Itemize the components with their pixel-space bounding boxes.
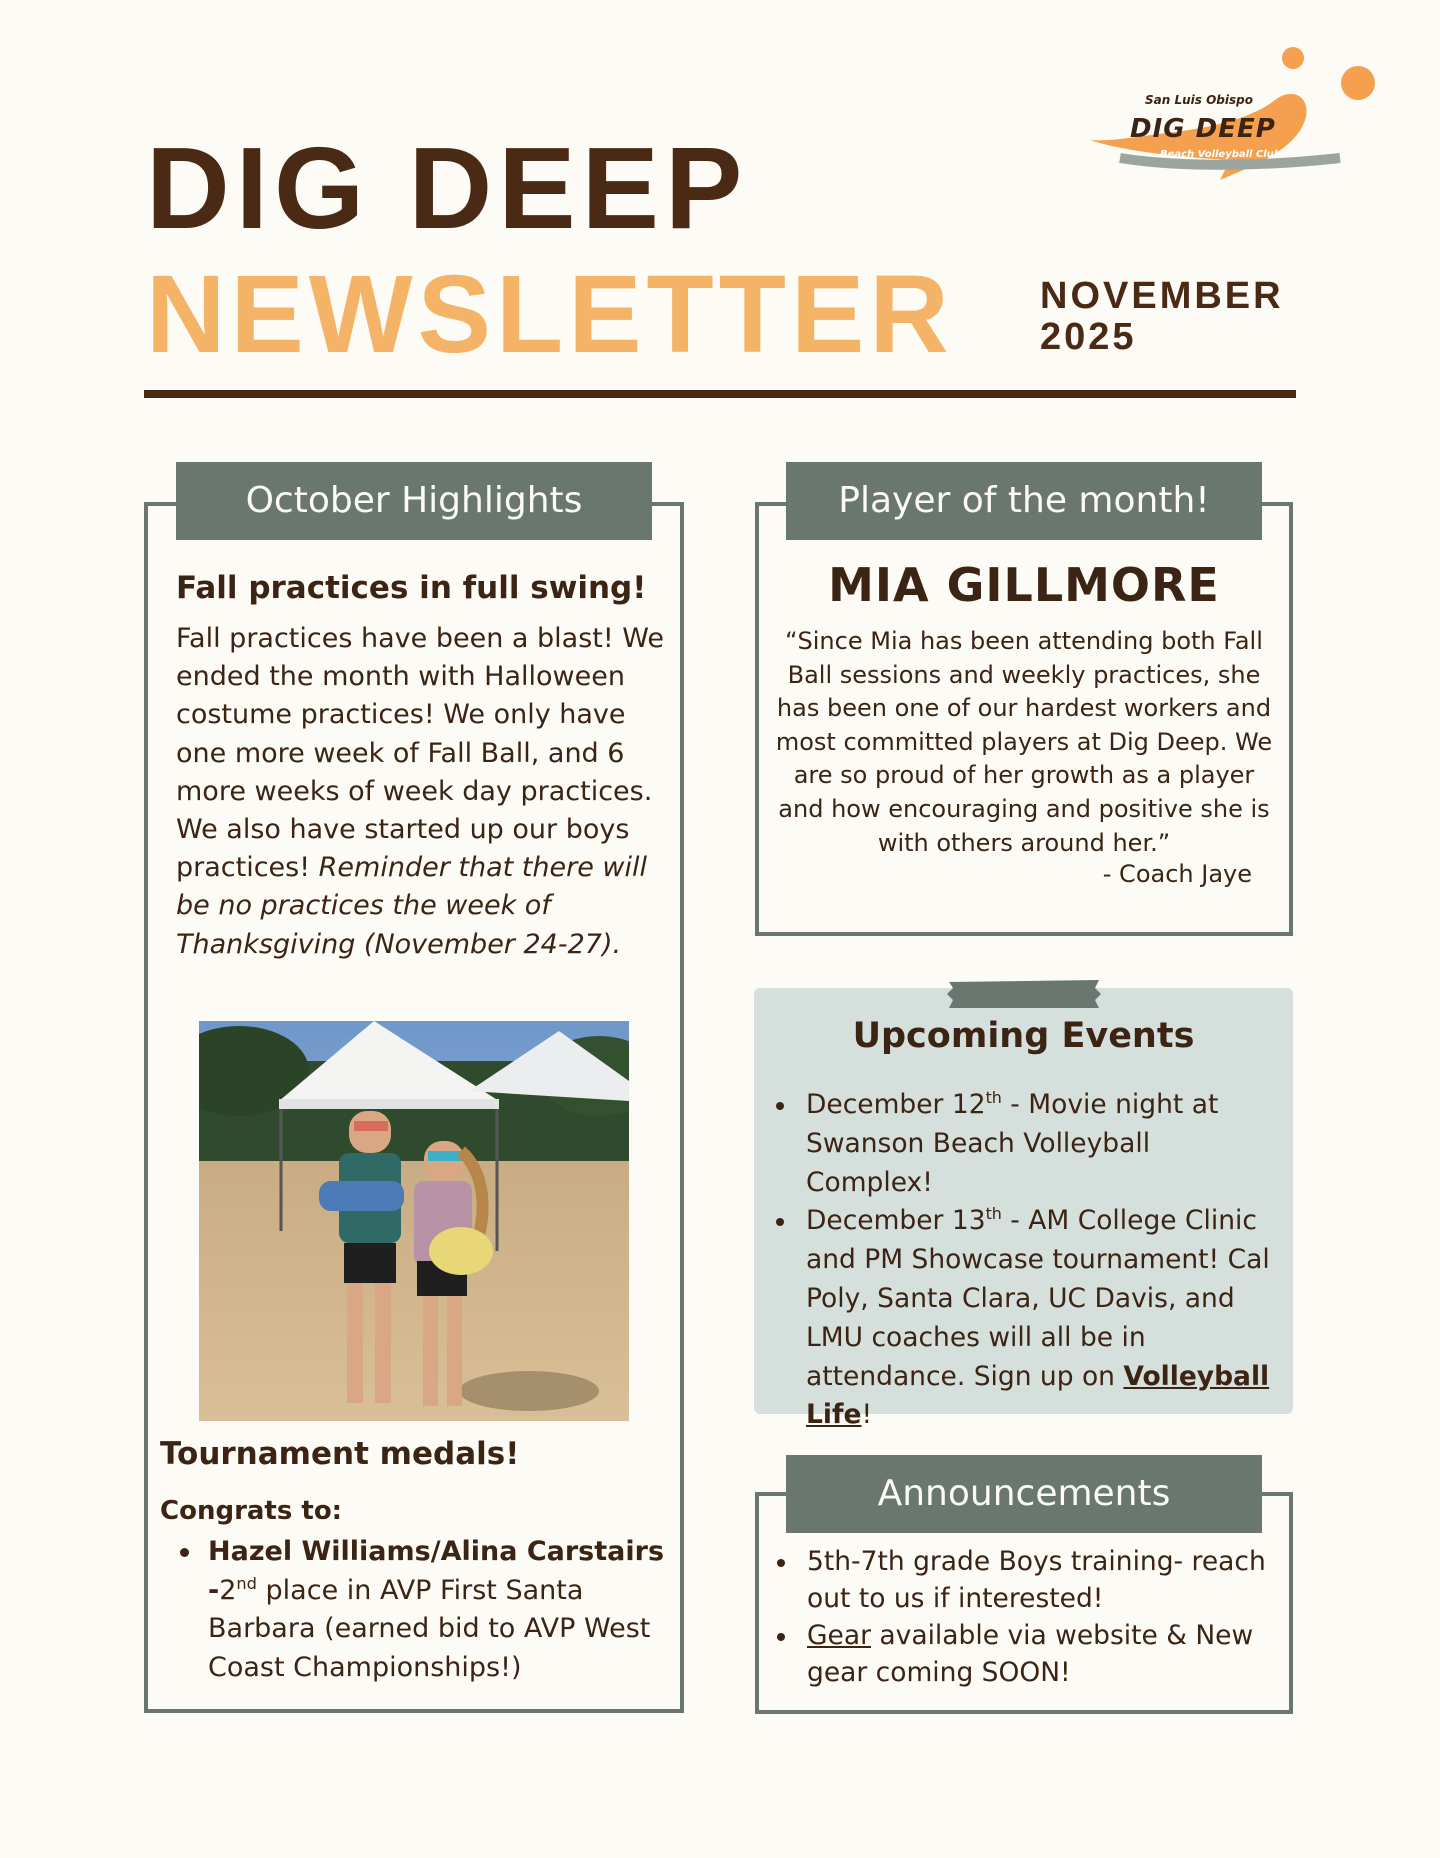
quote-author: - Coach Jaye <box>1102 860 1252 888</box>
player-name: MIA GILLMORE <box>828 558 1220 612</box>
logo-dot-small <box>1282 47 1304 69</box>
medal-item <box>176 1533 676 1687</box>
logo-dot-large <box>1341 66 1375 100</box>
announcements-list <box>771 1543 1281 1691</box>
medal-place-suffix: nd <box>236 1573 257 1593</box>
event-date: December 12 <box>806 1089 986 1120</box>
tournament-photo <box>199 1021 629 1421</box>
event-description: - Movie night at Swanson Beach Volleyball Complex! <box>806 1089 1219 1198</box>
medal-description: place in AVP First Santa Barbara (earned bid to AVP West Coast Championships!) <box>208 1574 651 1683</box>
october-highlights-tab: October Highlights <box>176 462 652 540</box>
player-of-month-tab: Player of the month! <box>786 462 1262 540</box>
fall-practices-text: Fall practices have been a blast! We ended the month with Halloween costume practices! We only have one more week of Fall Ball, and 6 more weeks of week day practices. We also have started up our boys practices! <box>176 623 664 884</box>
announcement-boys-training: 5th-7th grade Boys training- reach out to us if interested! <box>771 1543 1281 1617</box>
fall-practices-body <box>176 620 676 964</box>
event-date-suffix: th <box>985 1088 1002 1108</box>
title-dig-deep: DIG DEEP <box>146 123 749 253</box>
issue-month: NOVEMBER <box>1040 275 1284 317</box>
announcements-tab: Announcements <box>786 1455 1262 1533</box>
event-end: ! <box>861 1399 873 1431</box>
medal-list <box>176 1533 676 1687</box>
announcement-gear <box>771 1617 1281 1691</box>
title-newsletter: NEWSLETTER <box>146 253 954 376</box>
announcement-gear-text: available via website & New gear coming SOON! <box>807 1620 1254 1688</box>
event-item-movie-night <box>770 1086 1280 1202</box>
thanksgiving-reminder: Reminder that there will be no practices the week of Thanksgiving (November 24-27). <box>176 852 647 960</box>
player-quote: “Since Mia has been attending both Fall Ball sessions and weekly practices, she has been one of our hardest workers and most committed players at Dig Deep. We are so proud of her growth as a player and how encouraging and positive she is with others around her.” <box>775 627 1273 857</box>
tape-decoration <box>945 978 1103 1010</box>
tournament-medals-heading: Tournament medals! <box>160 1436 520 1472</box>
issue-year: 2025 <box>1040 316 1137 358</box>
logo-main-text: DIG DEEP <box>1130 114 1276 144</box>
event-date-suffix: th <box>985 1204 1002 1224</box>
header-divider <box>144 390 1296 398</box>
medal-dash: - <box>208 1574 220 1606</box>
logo-sub-text: Beach Volleyball Club <box>1160 149 1282 160</box>
club-logo <box>1080 40 1380 190</box>
events-list <box>770 1086 1280 1435</box>
issue-date <box>1040 276 1284 358</box>
congrats-label: Congrats to: <box>160 1496 343 1526</box>
logo-top-text: San Luis Obispo <box>1145 93 1253 107</box>
fall-practices-heading: Fall practices in full swing! <box>176 570 647 606</box>
upcoming-events-title: Upcoming Events <box>852 1016 1195 1056</box>
event-item-college-clinic <box>770 1202 1280 1435</box>
event-date: December 13 <box>806 1205 986 1237</box>
volleyball-life-link[interactable]: Volleyball Life <box>806 1360 1270 1431</box>
gear-link[interactable]: Gear <box>807 1620 871 1651</box>
event-description: - AM College Clinic and PM Showcase tournament! Cal Poly, Santa Clara, UC Davis, and LMU coaches will all be in attendance. Sign up on <box>806 1205 1270 1392</box>
medal-team: Hazel Williams/Alina Carstairs <box>208 1536 665 1567</box>
medal-place: 2 <box>219 1574 237 1606</box>
